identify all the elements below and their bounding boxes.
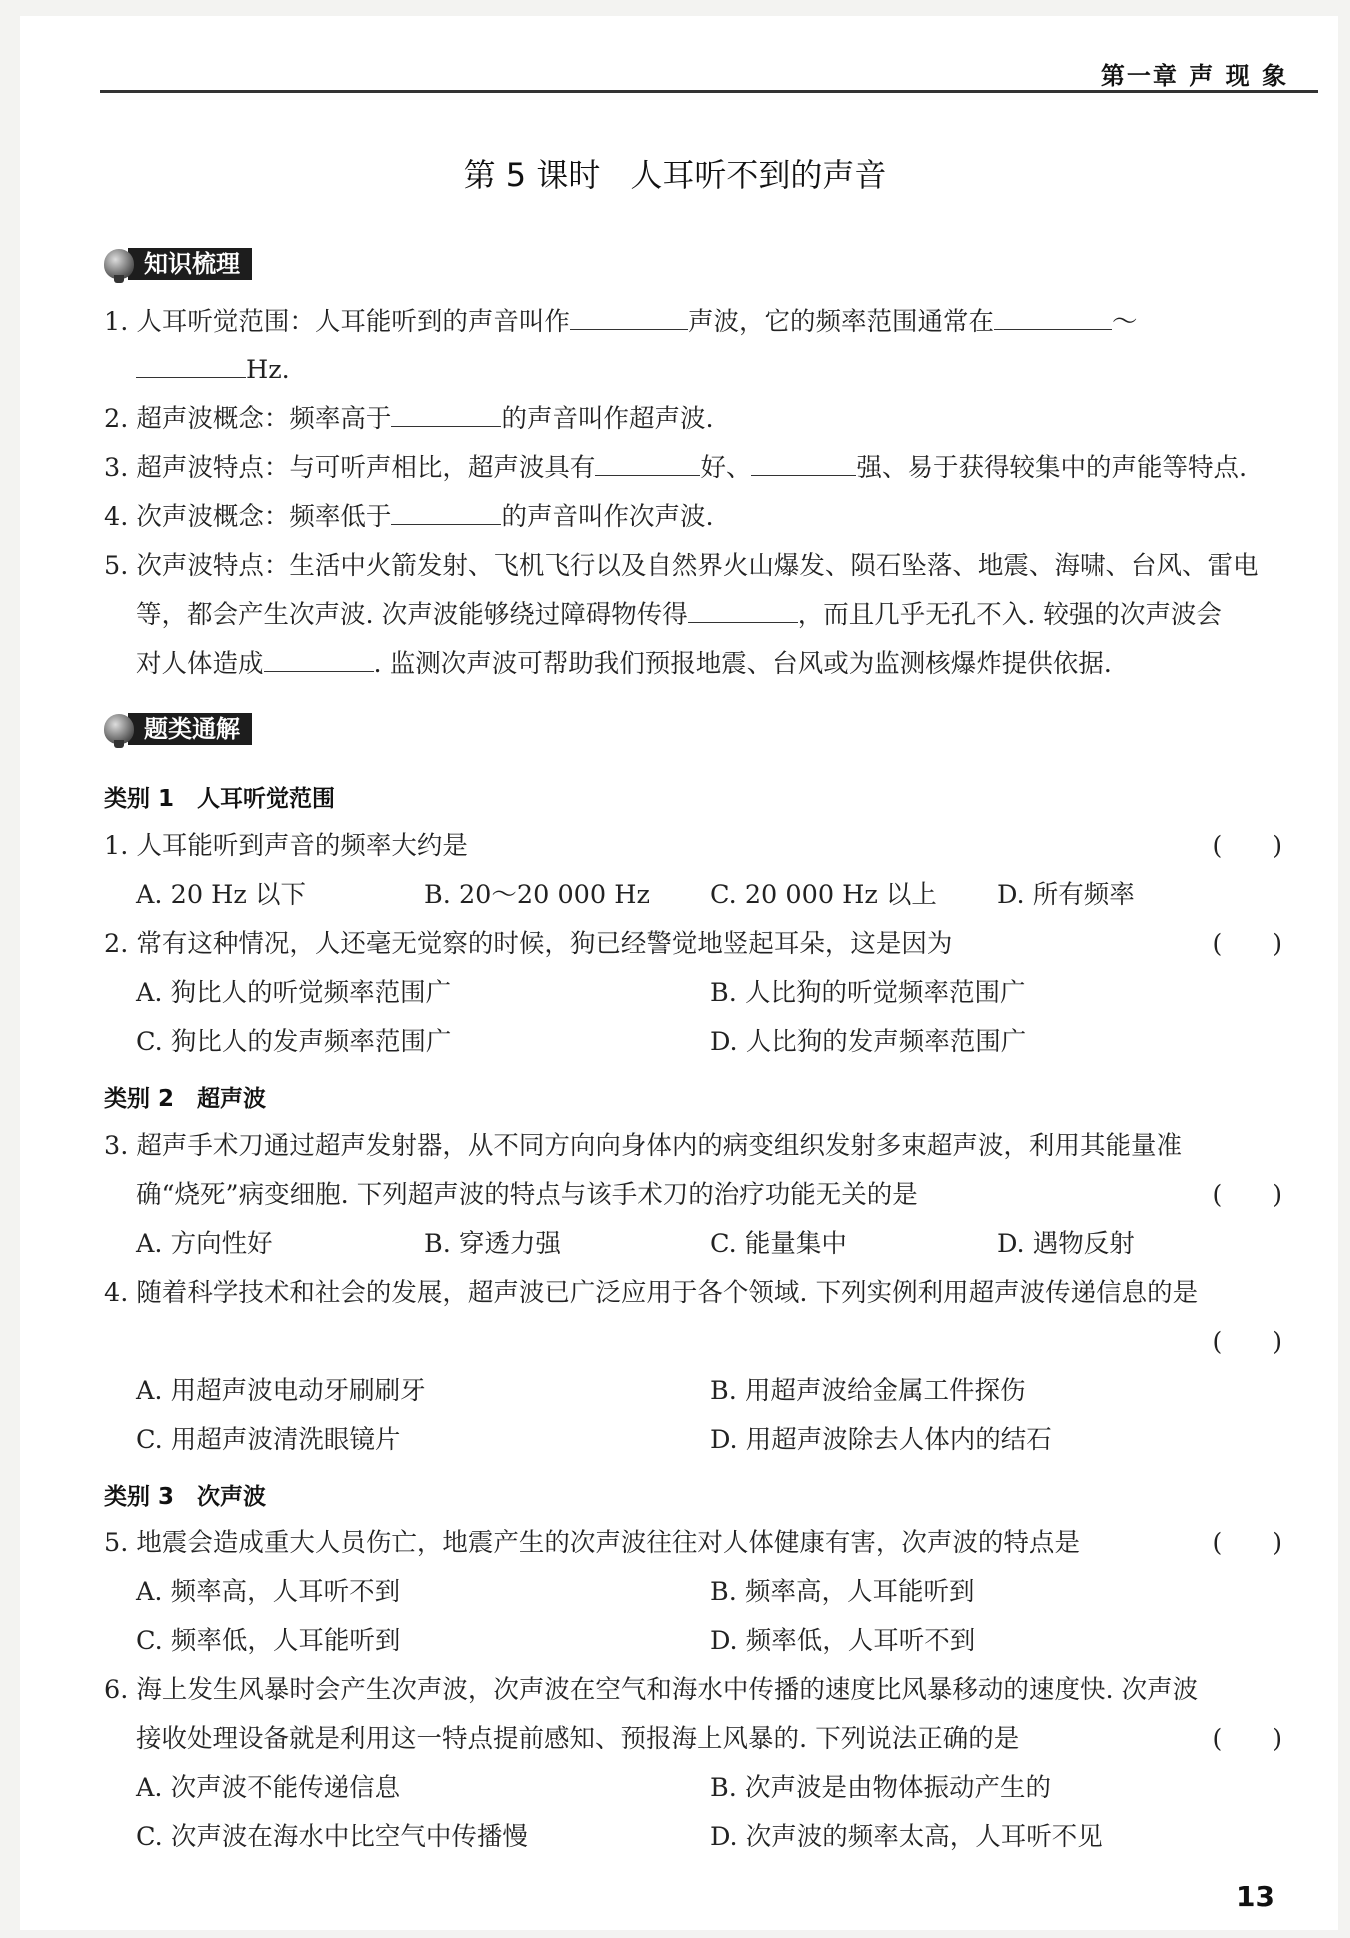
knowledge-item-3: [104, 448, 1247, 488]
q1-option-a: A. 20 Hz 以下: [136, 880, 306, 910]
answer-paren: ( ): [1212, 1528, 1282, 1557]
fill-blank: [136, 351, 246, 378]
q3-option-c: C. 能量集中: [710, 1229, 847, 1259]
item-text: 2. 超声波概念：频率高于: [104, 404, 392, 434]
q1-option-c: C. 20 000 Hz 以上: [710, 880, 937, 910]
q5-option-d: D. 频率低，人耳听不到: [710, 1626, 976, 1656]
q6-option-a: A. 次声波不能传递信息: [136, 1773, 401, 1803]
item-text: 声波，它的频率范围通常在: [687, 307, 994, 337]
fill-blank: [595, 449, 700, 476]
knowledge-item-5-cont: [136, 595, 1222, 635]
item-text: 等，都会产生次声波. 次声波能够绕过障碍物传得: [136, 600, 688, 630]
q2-option-c: C. 狗比人的发声频率范围广: [136, 1027, 452, 1057]
q4-option-b: B. 用超声波给金属工件探伤: [710, 1376, 1026, 1406]
knowledge-item-1: [104, 302, 1137, 342]
item-text: ，而且几乎无孔不入. 较强的次声波会: [797, 600, 1222, 630]
category-2-heading: 类别 2 超声波: [104, 1086, 267, 1112]
header-rule: [100, 90, 1318, 93]
q5-option-b: B. 频率高，人耳能听到: [710, 1577, 975, 1607]
answer-paren: ( ): [1212, 831, 1282, 860]
question-6-stem-cont: 接收处理设备就是利用这一特点提前感知、预报海上风暴的. 下列说法正确的是: [136, 1724, 1020, 1754]
section-banner-practice: [104, 713, 252, 745]
answer-paren: ( ): [1212, 1327, 1282, 1356]
fill-blank: [751, 449, 856, 476]
lesson-name: 人耳听不到的声音: [630, 156, 887, 194]
q6-option-c: C. 次声波在海水中比空气中传播慢: [136, 1822, 528, 1852]
question-2-stem: 2. 常有这种情况，人还毫无觉察的时候，狗已经警觉地竖起耳朵，这是因为: [104, 929, 953, 959]
item-text: 4. 次声波概念：频率低于: [104, 502, 392, 532]
item-text: . 监测次声波可帮助我们预报地震、台风或为监测核爆炸提供依据.: [373, 649, 1112, 679]
fill-blank: [391, 498, 501, 525]
section-banner-knowledge: [104, 248, 252, 280]
q5-option-c: C. 频率低，人耳能听到: [136, 1626, 401, 1656]
item-text: 1. 人耳听觉范围：人耳能听到的声音叫作: [104, 307, 570, 337]
fill-blank: [570, 303, 688, 330]
q4-option-d: D. 用超声波除去人体内的结石: [710, 1425, 1052, 1455]
q6-option-d: D. 次声波的频率太高，人耳听不见: [710, 1822, 1103, 1852]
lesson-number: 第 5 课时: [463, 156, 601, 194]
item-text: 的声音叫作次声波.: [501, 502, 714, 532]
q4-option-a: A. 用超声波电动牙刷刷牙: [136, 1376, 426, 1406]
lesson-title: [0, 150, 1350, 196]
fill-blank: [391, 400, 501, 427]
question-5-stem: 5. 地震会造成重大人员伤亡，地震产生的次声波往往对人体健康有害，次声波的特点是: [104, 1528, 1080, 1558]
page-number: 13: [1236, 1880, 1275, 1913]
fill-blank: [264, 645, 374, 672]
q3-option-b: B. 穿透力强: [424, 1229, 561, 1259]
page-header: [0, 0, 1350, 94]
lightbulb-icon: [104, 249, 134, 279]
item-text: 3. 超声波特点：与可听声相比，超声波具有: [104, 453, 596, 483]
q2-option-d: D. 人比狗的发声频率范围广: [710, 1027, 1027, 1057]
section-label: 题类通解: [128, 713, 252, 745]
item-text: 对人体造成: [136, 649, 264, 679]
q6-option-b: B. 次声波是由物体振动产生的: [710, 1773, 1051, 1803]
question-3-stem: 3. 超声手术刀通过超声发射器，从不同方向向身体内的病变组织发射多束超声波，利用其能量准: [104, 1131, 1182, 1161]
knowledge-item-2: [104, 399, 714, 439]
question-4-stem: 4. 随着科学技术和社会的发展，超声波已广泛应用于各个领域. 下列实例利用超声波传递信息的是: [104, 1278, 1199, 1308]
answer-paren: ( ): [1212, 1180, 1282, 1209]
item-text: 强、易于获得较集中的声能等特点.: [856, 453, 1248, 483]
question-6-stem: 6. 海上发生风暴时会产生次声波，次声波在空气和海水中传播的速度比风暴移动的速度快. 次声波: [104, 1675, 1199, 1705]
q3-option-a: A. 方向性好: [136, 1229, 273, 1259]
knowledge-item-4: [104, 497, 714, 537]
q2-option-a: A. 狗比人的听觉频率范围广: [136, 978, 452, 1008]
fill-blank: [688, 596, 798, 623]
item-text: Hz.: [246, 355, 290, 385]
knowledge-item-1-cont: [136, 350, 290, 390]
question-1-stem: 1. 人耳能听到声音的频率大约是: [104, 831, 468, 861]
knowledge-item-5-cont2: [136, 644, 1112, 684]
item-text: 5. 次声波特点：生活中火箭发射、飞机飞行以及自然界火山爆发、陨石坠落、地震、海啸、台风、雷电: [104, 551, 1259, 581]
item-text: ～: [1111, 307, 1138, 337]
item-text: 好、: [700, 453, 752, 483]
lightbulb-icon: [104, 714, 134, 744]
answer-paren: ( ): [1212, 1724, 1282, 1753]
q5-option-a: A. 频率高，人耳听不到: [136, 1577, 401, 1607]
category-1-heading: 类别 1 人耳听觉范围: [104, 786, 336, 812]
fill-blank: [994, 303, 1112, 330]
question-3-stem-cont: 确“烧死”病变细胞. 下列超声波的特点与该手术刀的治疗功能无关的是: [136, 1180, 918, 1210]
q1-option-d: D. 所有频率: [997, 880, 1135, 910]
q1-option-b: B. 20～20 000 Hz: [424, 880, 650, 910]
q4-option-c: C. 用超声波清洗眼镜片: [136, 1425, 401, 1455]
q2-option-b: B. 人比狗的听觉频率范围广: [710, 978, 1026, 1008]
chapter-heading: 第一章 声 现 象: [1100, 62, 1288, 90]
item-text: 的声音叫作超声波.: [501, 404, 714, 434]
knowledge-item-5: [104, 546, 1258, 586]
section-label: 知识梳理: [128, 248, 252, 280]
answer-paren: ( ): [1212, 929, 1282, 958]
q3-option-d: D. 遇物反射: [997, 1229, 1135, 1259]
category-3-heading: 类别 3 次声波: [104, 1484, 267, 1510]
